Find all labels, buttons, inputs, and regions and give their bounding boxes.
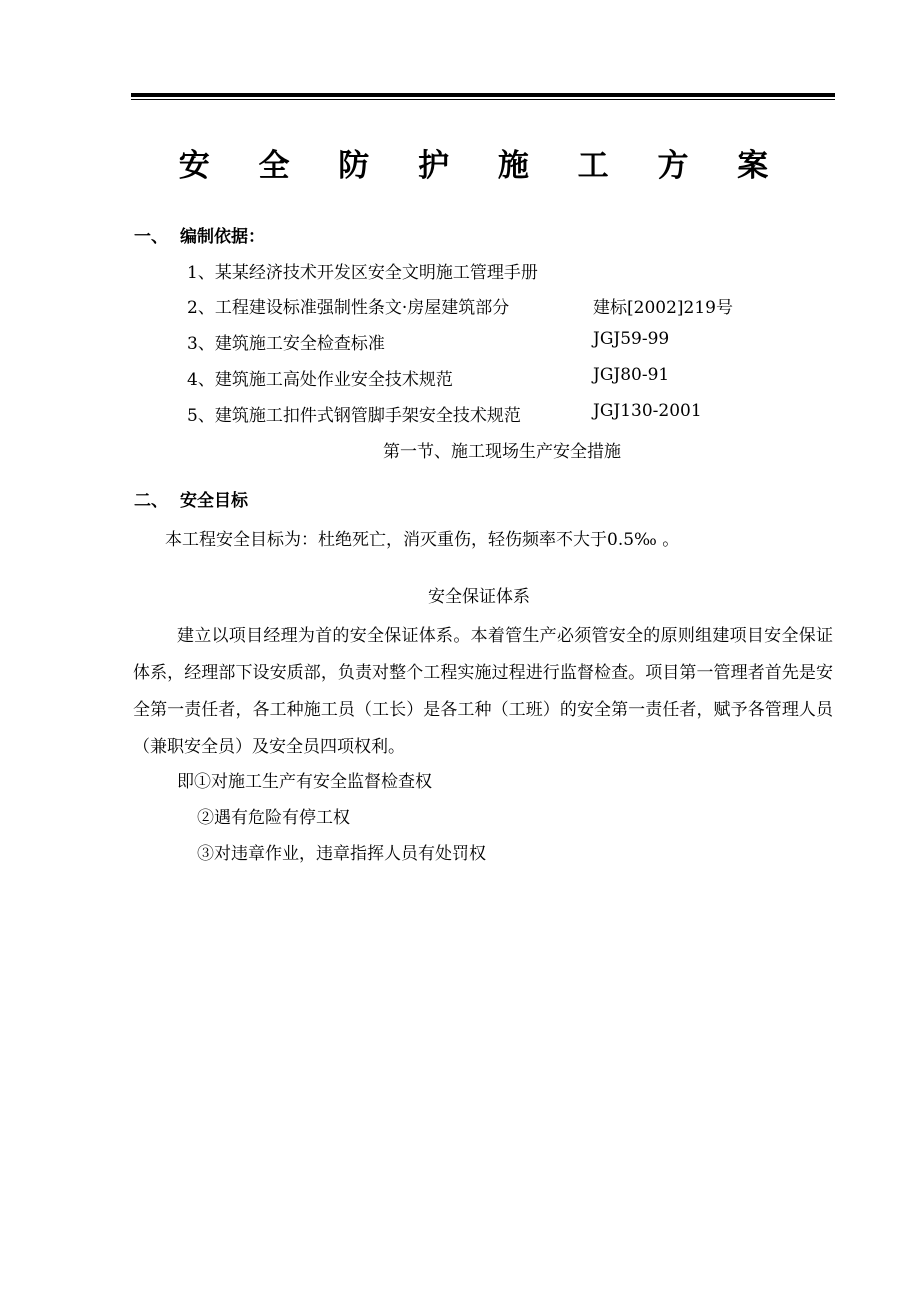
section-1-heading xyxy=(134,222,265,247)
safety-goal-text: 本工程安全目标为：杜绝死亡，消灭重伤，轻伤频率不大于0.5‰ 。 xyxy=(165,530,680,550)
safety-system-paragraph: 建立以项目经理为首的安全保证体系。本着管生产必须管安全的原则组建项目安全保证体系，经理部下设安质部，负责对整个工程实施过程进行监督检查。项目第一管理者首先是安全第一责任者，各工种施工员（工长）是各工种（工班）的安全第一责任者，赋予各管理人员（兼职安全员）及安全员四项权利。 xyxy=(133,626,833,757)
section-2-number: 二、 xyxy=(134,491,168,511)
reference-code-2: 建标[2002]219号 xyxy=(593,298,733,318)
reference-item-2: 2、工程建设标准强制性条文·房屋建筑部分 xyxy=(187,298,510,318)
right-item-2: ②遇有危险有停工权 xyxy=(197,808,350,828)
reference-code-5: JGJ130-2001 xyxy=(593,401,702,421)
right-item-1: 即①对施工生产有安全监督检查权 xyxy=(177,772,432,792)
reference-code-3: JGJ59-99 xyxy=(593,329,670,349)
reference-item-4: 4、建筑施工高处作业安全技术规范 xyxy=(187,370,453,390)
section-2-heading xyxy=(134,486,248,511)
header-rule-thick xyxy=(131,93,835,97)
header-rule-thin xyxy=(131,99,835,100)
section-2-title: 安全目标 xyxy=(180,491,248,511)
reference-item-3: 3、建筑施工安全检查标准 xyxy=(187,334,385,354)
subsection-heading: 第一节、施工现场生产安全措施 xyxy=(383,442,621,462)
reference-item-5: 5、建筑施工扣件式钢管脚手架安全技术规范 xyxy=(187,406,521,426)
reference-code-4: JGJ80-91 xyxy=(593,365,670,385)
safety-system-title: 安全保证体系 xyxy=(428,587,530,607)
section-1-number: 一、 xyxy=(134,227,168,247)
document-title: 安 全 防 护 施 工 方 案 xyxy=(178,148,788,184)
reference-item-1: 1、某某经济技术开发区安全文明施工管理手册 xyxy=(187,263,538,283)
right-item-3: ③对违章作业，违章指挥人员有处罚权 xyxy=(197,844,486,864)
section-1-title: 编制依据： xyxy=(180,227,265,247)
